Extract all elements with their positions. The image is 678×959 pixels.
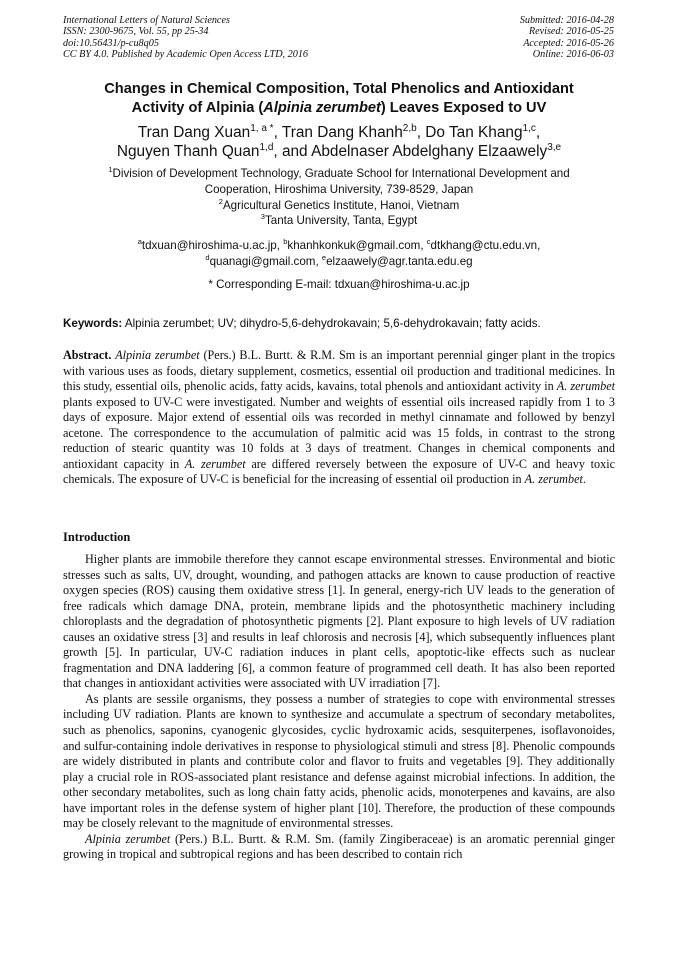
title-line-2: Activity of Alpinia (Alpinia zerumbet) Leaves Exposed to UV — [131, 99, 547, 116]
keywords-label: Keywords: — [63, 317, 123, 330]
title-line-1: Changes in Chemical Composition, Total Phenolics and Antioxidant — [104, 81, 574, 97]
author-name: Do Tan Khang — [425, 124, 523, 141]
journal-doi: doi:10.56431/p-cu8q05 — [63, 37, 159, 49]
affiliation-1-cont: Cooperation, Hiroshima University, 739-8529, Japan — [204, 182, 474, 196]
author-name: Abdelnaser Abdelghany Elzaawely — [311, 143, 548, 161]
dates-header — [520, 15, 614, 61]
author-name: Nguyen Thanh Quan — [116, 143, 260, 161]
author-name: Tran Dang Xuan — [137, 124, 251, 141]
date-online: Online: 2016-06-03 — [532, 49, 614, 61]
paragraph: As plants are sessile organisms, they possess a number of strategies to cope with environmental stresses including UV radiation. Plants are known to synthesize and accumulate a spectrum of secondary metabolites, such as phenolics, saponins, cyanogenic glycosides, cyclic hydroxamic acids, sesquiterpenes, isoflavonoides, and sulfur-containing indole derivatives in response to physiological stimuli and stress [8]. Phenolic compounds are widely distributed in plants and contribute color and flavor to fruits and vegetables [9]. They additionally play a crucial role in ROS-associated plant resistance and defense against microbial infections. In addition, the other secondary metabolites, such as long chain fatty acids, phenolic acids, monoterpenes and kavains, are also have important roles in the defense system of higher plant [10]. Therefore, the production of these compounds may be closely relevant to the magnitude of environmental stresses. — [63, 691, 615, 831]
section-heading: Introduction — [63, 530, 131, 544]
date-accepted: Accepted: 2016-05-26 — [523, 37, 614, 49]
email-link[interactable]: quanagi@gmail.com, — [209, 254, 322, 268]
paragraph: Higher plants are immobile therefore they cannot escape environmental stresses. Environmental and biotic stresses such as salts, UV, drought, wounding, and pathogen attacks are known to cause production of reactive oxygen species (ROS) causing them oxidative stress [1]. In general, energy-rich UV leads to the generation of free radicals which damage DNA, protein, membrane lipids and the photosynthetic machinery including chloroplasts and the degradation of photosynthetic pigments [2]. Plant exposure to high levels of UV radiation causes an oxidative stress [3] and results in leaf chlorosis and necrosis [4], which subsequently influences plant growth [5]. In particular, UV-C radiation induces in plant cells, apoptotic-like effects such as nuclear fragmentation and DNA laddering [6], a common feature of programmed cell death. It has also been reported that changes in antioxidant activities were associated with UV irradiation [7]. — [63, 552, 615, 691]
journal-license: CC BY 4.0. Published by Academic Open Access LTD, 2016 — [63, 49, 309, 61]
email-link[interactable]: khanhkonkuk@gmail.com, — [287, 239, 427, 252]
affiliation-2: $^2$Agricultural Genetics Institute, Hanoi, Vietnam — [218, 196, 460, 212]
abstract: Abstract. Alpinia zerumbet (Pers.) B.L. Burtt. & R.M. Sm is an important perennial ginger plant in the tropics with various uses as foods, dietary supplement, cosmetics, essential oil production and traditional medicines. In this study, essential oils, phenolic acids, fatty acids, kavains, total phenols and antioxidant activity in A. zerumbet plants exposed to UV-C were investigated. Number and weights of essential oils increased rapidly from 1 to 3 days of exposure. Major extend of essential oils was recorded in methyl cinnamate and followed by benzyl acetone. The correspondence to the accumulation of palmitic acid was 15 folds, in contrast to the strong reduction of stearic quantity was 10 folds at 3 days of treatment. Changes in chemical components and antioxidant capacity in A. zerumbet are differed reversely between the exposure of UV-C and heavy toxic chemicals. The exposure of UV-C is beneficial for the increasing of essential oil production in A. zerumbet. — [63, 348, 616, 487]
email-link[interactable]: dtkhang@ctu.edu.vn, — [430, 239, 541, 252]
corresponding-email: * Corresponding E-mail: tdxuan@hiroshima-u.ac.jp — [208, 278, 470, 291]
introduction-body — [63, 552, 615, 863]
author-name: Tran Dang Khanh — [281, 124, 403, 141]
affiliations — [40, 166, 638, 229]
paragraph: Alpinia zerumbet (Pers.) B.L. Burtt. & R.M. Sm. (family Zingiberaceae) is an aromatic perennial ginger growing in tropical and subtropical regions and has been described to contain rich — [63, 831, 615, 862]
author-emails — [40, 238, 638, 270]
paper-title — [40, 80, 638, 117]
email-line-2: $^d$quanagi@gmail.com, $^e$elzaawely@agr.tanta.edu.eg — [205, 252, 473, 268]
affiliation-3: $^3$Tanta University, Tanta, Egypt — [260, 212, 418, 228]
email-link[interactable]: elzaawely@agr.tanta.edu.eg — [326, 254, 473, 268]
affiliation-1: $^1$Division of Development Technology, Graduate School for International Development and — [108, 165, 570, 180]
email-link[interactable]: tdxuan@hiroshima-u.ac.jp, — [141, 239, 284, 252]
journal-name: International Letters of Natural Sciences — [63, 15, 230, 26]
author-list: Tran Dang Xuan$^{1, a *}$, Tran Dang Khanh$^{2,b}$, Do Tan Khang$^{1,c}$, Nguyen Thanh Quan$^{1,d}$, and Abdelnaser Abdelghany Elzaawely$^{3,e}$ — [116, 122, 562, 161]
journal-issn: ISSN: 2300-9675, Vol. 55, pp 25-34 — [63, 26, 209, 38]
keywords-text: Alpinia zerumbet; UV; dihydro-5,6-dehydrokavain; 5,6-dehydrokavain; fatty acids. — [122, 317, 541, 330]
journal-header — [63, 15, 308, 61]
email-line-1: $^a$tdxuan@hiroshima-u.ac.jp, $^b$khanhkonkuk@gmail.com, $^c$dtkhang@ctu.edu.vn, — [137, 237, 541, 252]
keywords — [63, 316, 615, 331]
abstract-label: Abstract. — [63, 348, 112, 362]
date-revised: Revised: 2016-05-25 — [528, 26, 614, 38]
date-submitted: Submitted: 2016-04-28 — [519, 15, 614, 26]
